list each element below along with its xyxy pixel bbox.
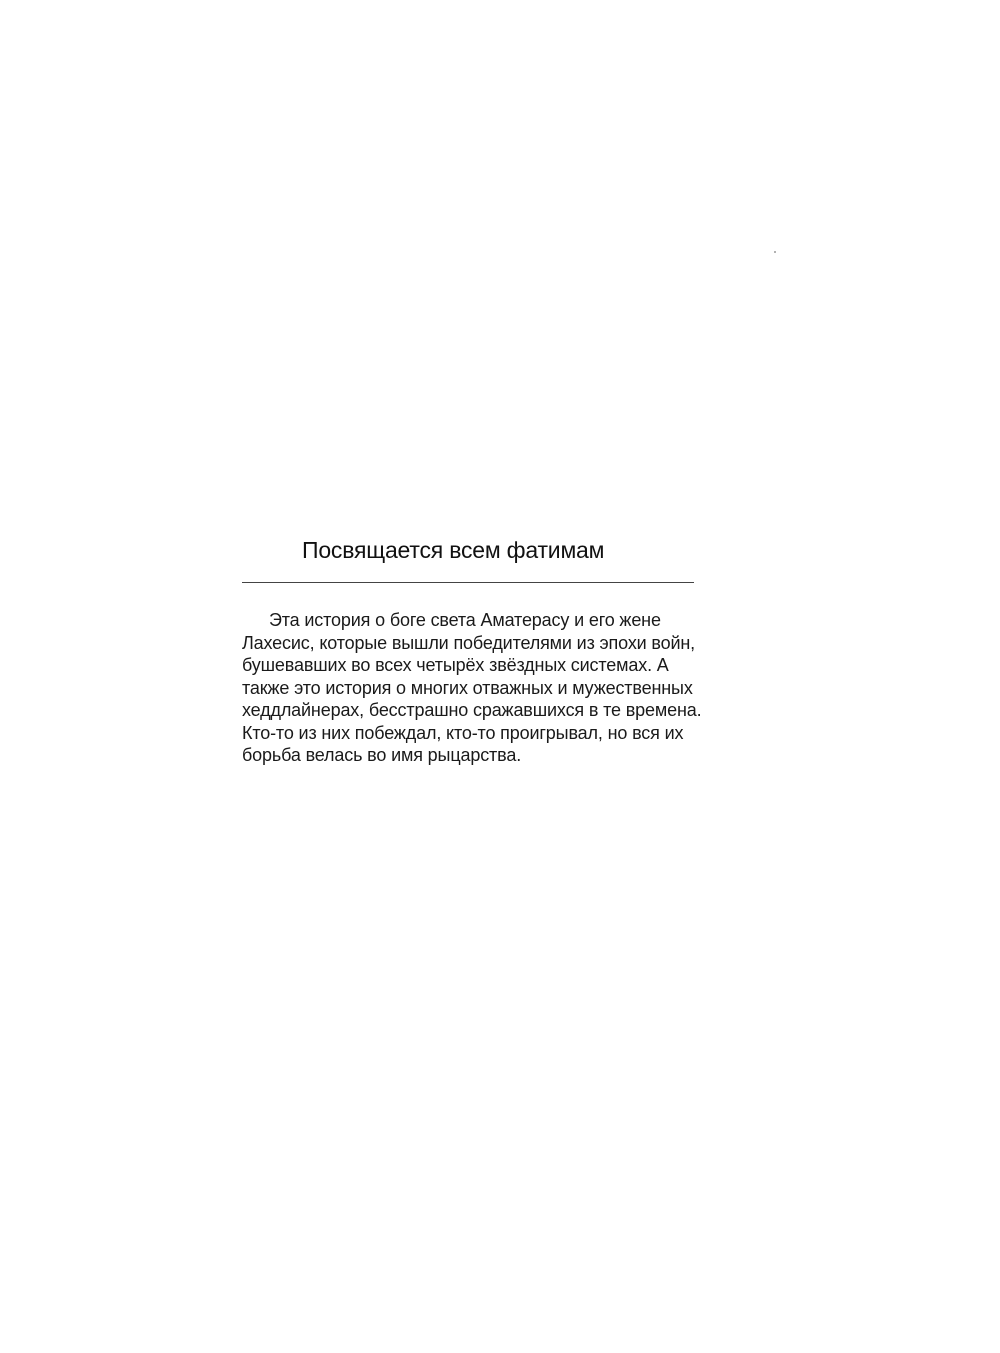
paragraph-line: Эта история о боге света Аматерасу и его жене	[269, 610, 661, 630]
paragraph-line: борьба велась во имя рыцарства.	[242, 745, 522, 765]
dedication-title: Посвящается всем фатимам	[302, 537, 605, 563]
paragraph-line: Кто-то из них побеждал, кто-то проигрывал, но вся их	[242, 722, 684, 743]
paragraph-line: бушевавших во всех четырёх звёздных системах. А	[242, 655, 669, 675]
paragraph-line: также это история о многих отважных и мужественных	[242, 677, 693, 698]
dedication-paragraph	[242, 609, 722, 767]
paragraph-line: Лахесис, которые вышли победителями из эпохи войн,	[242, 632, 696, 653]
dedication-block	[242, 532, 722, 767]
title-divider	[242, 582, 694, 583]
scan-speck	[774, 251, 776, 253]
paragraph-line: хеддлайнерах, бесстрашно сражавшихся в те времена.	[242, 700, 702, 720]
